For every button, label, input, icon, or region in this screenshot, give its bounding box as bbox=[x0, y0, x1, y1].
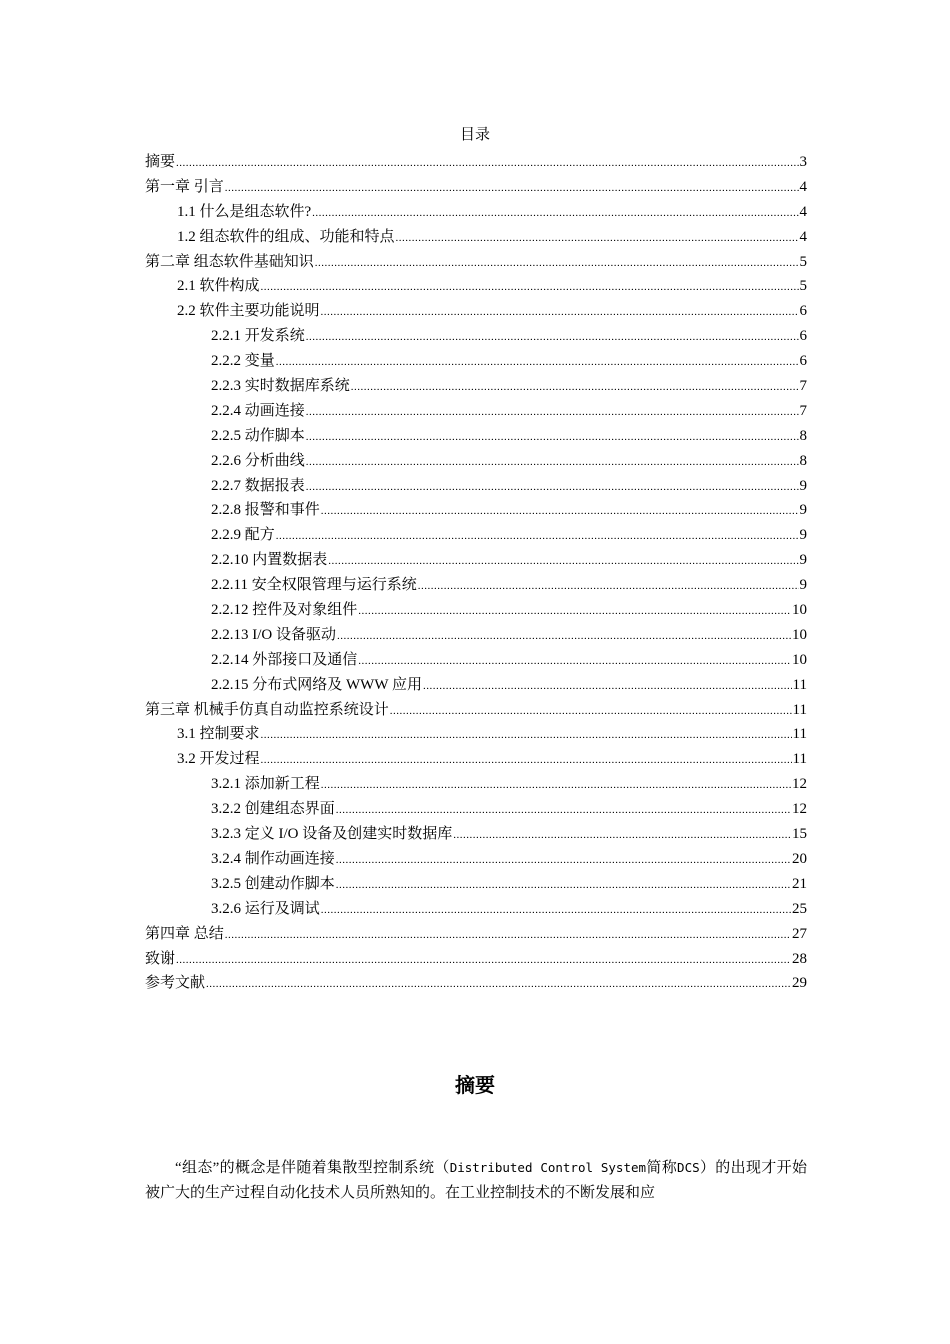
toc-entry-text: 2.2.2 变量 bbox=[211, 353, 275, 370]
toc-page-number: 12 bbox=[792, 801, 807, 818]
toc-entry[interactable] bbox=[145, 648, 807, 673]
toc-entry[interactable] bbox=[145, 772, 807, 797]
toc-dot-leader bbox=[321, 898, 791, 923]
toc-entry-text: 2.1 软件构成 bbox=[177, 278, 260, 295]
toc-page-number: 21 bbox=[792, 875, 807, 892]
toc-entry[interactable] bbox=[145, 922, 807, 947]
toc-entry[interactable] bbox=[145, 150, 807, 175]
toc-page-number: 9 bbox=[799, 527, 807, 544]
toc-page-number: 10 bbox=[792, 651, 807, 668]
abstract-text-rest: ）的出现才开始被广大的生产过程自动化技术人员所熟知的。在工业控制技术的不断发展和应 bbox=[145, 1160, 807, 1201]
toc-dot-leader bbox=[453, 823, 791, 848]
toc-entry[interactable] bbox=[145, 797, 807, 822]
toc-entry[interactable] bbox=[145, 349, 807, 374]
toc-dot-leader bbox=[418, 574, 799, 599]
toc-entry[interactable] bbox=[145, 449, 807, 474]
toc-entry-text: 2.2.9 配方 bbox=[211, 527, 275, 544]
toc-entry[interactable] bbox=[145, 822, 807, 847]
toc-page-number: 8 bbox=[799, 452, 807, 469]
toc-page-number: 29 bbox=[792, 975, 807, 992]
toc-entry[interactable] bbox=[145, 498, 807, 523]
toc-entry-text: 2.2.14 外部接口及通信 bbox=[211, 651, 358, 668]
toc-entry[interactable] bbox=[145, 548, 807, 573]
toc-entry-text: 3.2.6 运行及调试 bbox=[211, 900, 320, 917]
toc-page-number: 4 bbox=[799, 203, 807, 220]
toc-entry-text: 2.2 软件主要功能说明 bbox=[177, 303, 320, 320]
toc-entry[interactable] bbox=[145, 673, 807, 698]
toc-dot-leader bbox=[390, 699, 792, 724]
toc-page-number: 25 bbox=[792, 900, 807, 917]
toc-page-number: 4 bbox=[799, 228, 807, 245]
toc-page-number: 3 bbox=[799, 154, 807, 170]
toc-page-number: 11 bbox=[792, 726, 807, 743]
toc-entry[interactable] bbox=[145, 872, 807, 897]
toc-dot-leader bbox=[225, 923, 791, 948]
toc-entry[interactable] bbox=[145, 399, 807, 424]
toc-dot-leader bbox=[423, 674, 792, 699]
toc-dot-leader bbox=[306, 325, 799, 350]
toc-dot-leader bbox=[176, 151, 798, 176]
toc-entry-text: 2.2.7 数据报表 bbox=[211, 477, 305, 494]
toc-dot-leader bbox=[336, 798, 791, 823]
toc-entry-text: 3.2 开发过程 bbox=[177, 751, 260, 768]
toc-page-number: 6 bbox=[799, 328, 807, 345]
toc-dot-leader bbox=[321, 499, 799, 524]
toc-page-number: 7 bbox=[799, 402, 807, 419]
toc-entry-text: 致谢 bbox=[145, 950, 176, 967]
toc-dot-leader bbox=[351, 375, 799, 400]
toc-entry-text: 第四章 总结 bbox=[145, 925, 224, 942]
toc-page-number: 9 bbox=[799, 552, 807, 569]
toc-dot-leader bbox=[206, 972, 791, 997]
toc-page-number: 20 bbox=[792, 850, 807, 867]
toc-entry-text: 2.2.13 I/O 设备驱动 bbox=[211, 626, 336, 643]
toc-dot-leader bbox=[261, 275, 799, 300]
toc-entry[interactable] bbox=[145, 250, 807, 275]
toc-dot-leader bbox=[337, 624, 791, 649]
toc-dot-leader bbox=[306, 400, 799, 425]
toc-entry[interactable] bbox=[145, 722, 807, 747]
toc-entry-text: 2.2.4 动画连接 bbox=[211, 402, 305, 419]
toc-entry-text: 2.2.15 分布式网络及 WWW 应用 bbox=[211, 676, 422, 693]
toc-page-number: 11 bbox=[792, 676, 807, 693]
toc-page-number: 4 bbox=[799, 178, 807, 195]
toc-title: 目录 bbox=[459, 127, 490, 143]
toc-entry-text: 1.2 组态软件的组成、功能和特点 bbox=[177, 228, 395, 245]
toc-entry-text: 3.2.4 制作动画连接 bbox=[211, 850, 335, 867]
toc-entry[interactable] bbox=[145, 474, 807, 499]
toc-page-number: 9 bbox=[799, 502, 807, 519]
toc-dot-leader bbox=[306, 450, 799, 475]
toc-page-number: 9 bbox=[799, 577, 807, 594]
toc-page-number: 9 bbox=[799, 477, 807, 494]
toc-entry-text: 2.2.12 控件及对象组件 bbox=[211, 602, 358, 619]
toc-page-number: 7 bbox=[799, 378, 807, 395]
abstract-text-open: “组态”的概念是伴随着集散型控制系统（ bbox=[175, 1160, 450, 1176]
abstract-text-mid: 简称 bbox=[646, 1160, 678, 1176]
abstract-heading: 摘要 bbox=[455, 1073, 495, 1097]
toc-dot-leader bbox=[358, 599, 791, 624]
toc-dot-leader bbox=[276, 350, 799, 375]
toc-dot-leader bbox=[315, 251, 799, 276]
toc-page-number: 12 bbox=[792, 776, 807, 793]
toc-entry[interactable] bbox=[145, 274, 807, 299]
toc-entry[interactable] bbox=[145, 424, 807, 449]
toc-entry-text: 第二章 组态软件基础知识 bbox=[145, 253, 314, 270]
toc-entry-text: 2.2.3 实时数据库系统 bbox=[211, 378, 350, 395]
toc-entry[interactable] bbox=[145, 698, 807, 723]
toc-entry[interactable] bbox=[145, 374, 807, 399]
toc-dot-leader bbox=[261, 723, 792, 748]
toc-entry-text: 2.2.5 动作脚本 bbox=[211, 427, 305, 444]
toc-entry-text: 2.2.11 安全权限管理与运行系统 bbox=[211, 577, 417, 594]
toc-page-number: 10 bbox=[792, 602, 807, 619]
toc-dot-leader bbox=[276, 524, 799, 549]
toc-entry[interactable] bbox=[145, 897, 807, 922]
toc-dot-leader bbox=[306, 475, 799, 500]
toc-dot-leader bbox=[396, 226, 799, 251]
toc-page-number: 6 bbox=[799, 303, 807, 320]
toc-dot-leader bbox=[328, 549, 798, 574]
toc-page-number: 27 bbox=[792, 925, 807, 942]
toc-entry-text: 摘要 bbox=[145, 154, 176, 170]
toc-entry-text: 1.1 什么是组态软件? bbox=[177, 203, 312, 220]
toc-entry-text: 第一章 引言 bbox=[145, 178, 224, 195]
abstract-abbr: DCS bbox=[677, 1160, 700, 1175]
toc-entry-text: 2.2.10 内置数据表 bbox=[211, 552, 328, 569]
toc-entry[interactable] bbox=[145, 598, 807, 623]
toc-entry[interactable] bbox=[145, 971, 807, 996]
toc-entry[interactable] bbox=[145, 299, 807, 324]
toc-entry[interactable] bbox=[145, 324, 807, 349]
toc-page-number: 11 bbox=[792, 701, 807, 718]
toc-entry-text: 3.2.5 创建动作脚本 bbox=[211, 875, 335, 892]
toc-entry-text: 2.2.8 报警和事件 bbox=[211, 502, 320, 519]
toc-entry-text: 3.2.3 定义 I/O 设备及创建实时数据库 bbox=[211, 826, 453, 843]
toc-entry[interactable] bbox=[145, 523, 807, 548]
toc-entry[interactable] bbox=[145, 947, 807, 972]
toc-entry[interactable] bbox=[145, 573, 807, 598]
toc-entry-text: 第三章 机械手仿真自动监控系统设计 bbox=[145, 701, 389, 718]
abstract-term: Distributed Control System bbox=[449, 1160, 647, 1175]
toc-dot-leader bbox=[336, 848, 791, 873]
toc-entry[interactable] bbox=[145, 200, 807, 225]
toc-entry[interactable] bbox=[145, 623, 807, 648]
toc-entry-text: 3.2.1 添加新工程 bbox=[211, 776, 320, 793]
toc-page-number: 11 bbox=[792, 751, 807, 768]
toc-entry[interactable] bbox=[145, 225, 807, 250]
toc-page-number: 6 bbox=[799, 353, 807, 370]
toc-entry-text: 2.2.6 分析曲线 bbox=[211, 452, 305, 469]
toc-dot-leader bbox=[176, 948, 791, 973]
toc-dot-leader bbox=[336, 873, 791, 898]
toc-dot-leader bbox=[261, 748, 792, 773]
toc-dot-leader bbox=[321, 300, 799, 325]
toc-entry[interactable] bbox=[145, 847, 807, 872]
toc-entry-text: 3.1 控制要求 bbox=[177, 726, 260, 743]
abstract-paragraph bbox=[145, 1155, 807, 1206]
toc-entry[interactable] bbox=[145, 175, 807, 200]
toc-page-number: 5 bbox=[799, 253, 807, 270]
toc-dot-leader bbox=[321, 773, 791, 798]
toc-page-number: 5 bbox=[799, 278, 807, 295]
toc-entry-text: 2.2.1 开发系统 bbox=[211, 328, 305, 345]
table-of-contents bbox=[145, 150, 807, 996]
toc-entry-text: 3.2.2 创建组态界面 bbox=[211, 801, 335, 818]
toc-page-number: 8 bbox=[799, 427, 807, 444]
toc-entry-text: 参考文献 bbox=[145, 975, 206, 992]
toc-page-number: 15 bbox=[792, 826, 807, 843]
toc-dot-leader bbox=[225, 176, 799, 201]
toc-page-number: 28 bbox=[792, 950, 807, 967]
toc-entry[interactable] bbox=[145, 747, 807, 772]
toc-dot-leader bbox=[306, 425, 799, 450]
toc-dot-leader bbox=[312, 201, 798, 226]
toc-dot-leader bbox=[358, 649, 791, 674]
toc-page-number: 10 bbox=[792, 626, 807, 643]
